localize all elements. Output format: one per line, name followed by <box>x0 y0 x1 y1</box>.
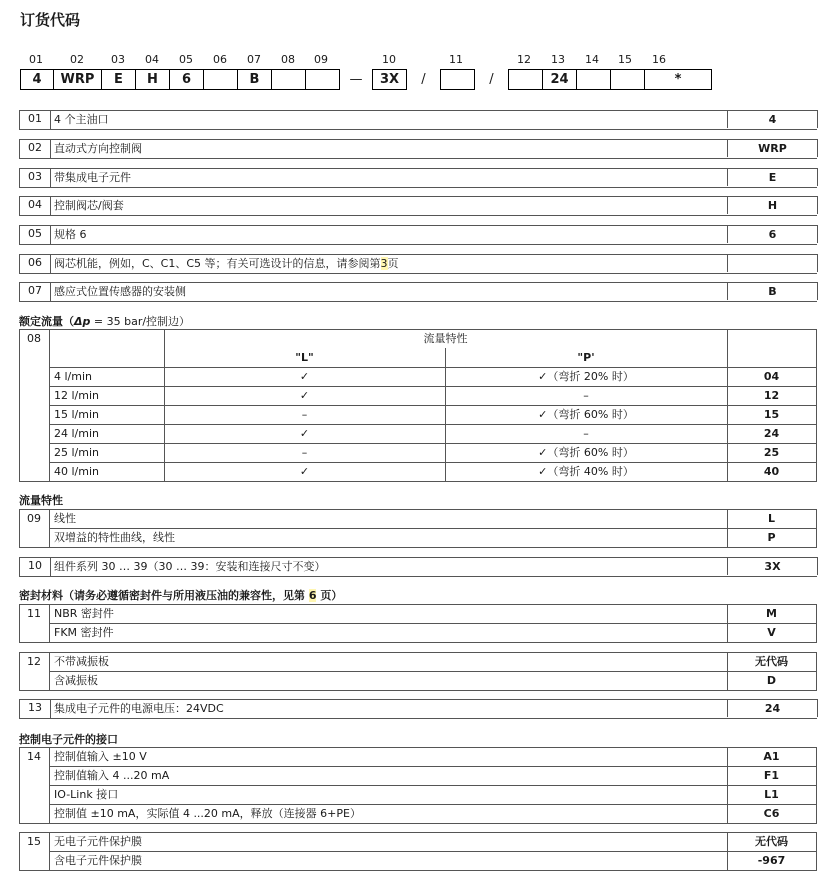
row-desc: 含电子元件保护膜 <box>54 854 142 867</box>
pos-num: 05 <box>179 53 193 66</box>
flow-P: ✓（弯折 60% 时） <box>538 408 634 421</box>
row-code: V <box>767 625 776 639</box>
desc-text: 页 <box>387 257 399 270</box>
row-num: 04 <box>19 196 51 215</box>
flow-L: – <box>301 407 308 421</box>
row-desc: NBR 密封件 <box>54 607 114 620</box>
row-desc: 规格 6 <box>54 228 87 241</box>
flow-value: 40 l/min <box>54 464 99 478</box>
row-desc: FKM 密封件 <box>54 626 114 639</box>
row-code: H <box>727 196 818 214</box>
code-cell: 6 <box>170 69 204 90</box>
order-code-box <box>20 69 712 90</box>
row-desc: 线性 <box>54 512 76 525</box>
row-code: 12 <box>763 388 780 402</box>
row-code: P <box>767 530 776 544</box>
page-ref-link[interactable]: 3 <box>380 256 388 270</box>
damp-table <box>19 652 817 690</box>
flow-P: – <box>583 426 589 440</box>
row-num: 15 <box>27 834 41 848</box>
row-code: B <box>727 282 818 300</box>
row-num: 06 <box>19 254 51 273</box>
section-heading-flow: 额定流量（Δp = 35 bar/控制边） <box>19 315 191 328</box>
code-cell: E <box>102 69 136 90</box>
row-code: E <box>727 168 818 186</box>
row-desc: 含减振板 <box>54 674 98 687</box>
page-title: 订货代码 <box>20 11 81 29</box>
code-cell <box>611 69 645 90</box>
row-num: 08 <box>27 331 41 345</box>
row-num: 03 <box>19 168 51 187</box>
pos-num: 08 <box>281 53 295 66</box>
row-04 <box>19 196 817 215</box>
section-heading-seal: 密封材料（请务必遵循密封件与所用液压油的兼容性，见第 6 页） <box>19 589 343 602</box>
pos-num: 04 <box>145 53 159 66</box>
iface-table <box>19 747 817 823</box>
row-num: 13 <box>19 699 51 718</box>
row-num: 14 <box>27 749 41 763</box>
row-desc: 控制阀芯/阀套 <box>54 199 124 212</box>
pos-num: 09 <box>314 53 328 66</box>
row-code: 25 <box>763 445 780 459</box>
code-slash: / <box>421 72 426 87</box>
row-code: 6 <box>727 225 818 243</box>
code-slash: / <box>489 72 494 87</box>
row-num: 09 <box>27 511 41 525</box>
code-cell: * <box>645 69 712 90</box>
row-num: 10 <box>19 557 51 576</box>
code-cell <box>306 69 340 90</box>
row-10 <box>19 557 817 576</box>
row-07 <box>19 282 817 301</box>
row-desc: 控制值输入 ±10 V <box>54 750 147 763</box>
pos-num: 16 <box>652 53 666 66</box>
row-desc: IO-Link 接口 <box>54 788 119 801</box>
pos-num: 11 <box>449 53 463 66</box>
row-desc: 控制值输入 4 ...20 mA <box>54 769 170 782</box>
row-code: F1 <box>763 768 780 782</box>
row-num: 01 <box>19 110 51 129</box>
row-code: L1 <box>764 787 779 801</box>
pos-num: 12 <box>517 53 531 66</box>
pos-num: 10 <box>382 53 396 66</box>
row-desc: 带集成电子元件 <box>54 171 131 184</box>
row-13 <box>19 699 817 718</box>
row-code: D <box>766 673 777 687</box>
code-position-numbers <box>0 53 824 67</box>
pos-num: 14 <box>585 53 599 66</box>
flow-L: ✓ <box>299 369 310 383</box>
flow-char-header: 流量特性 <box>423 332 468 345</box>
flow-P: – <box>583 388 589 402</box>
row-code: 15 <box>763 407 780 421</box>
code-cell: 24 <box>543 69 577 90</box>
code-cell <box>440 69 475 90</box>
row-02 <box>19 139 817 158</box>
row-num: 12 <box>27 654 41 668</box>
flow-value: 12 l/min <box>54 388 99 402</box>
code-dash: — <box>349 72 363 87</box>
row-code: 24 <box>763 426 780 440</box>
code-cell <box>204 69 238 90</box>
flow-L: ✓ <box>299 426 310 440</box>
row-code: C6 <box>763 806 780 820</box>
row-desc: 组件系列 30 … 39（30 … 39：安装和连接尺寸不变） <box>54 560 326 573</box>
desc-text: 阀芯机能，例如，C、C1、C5 等；有关可选设计的信息，请参阅第 <box>54 257 381 270</box>
flow-P: ✓（弯折 20% 时） <box>538 370 634 383</box>
row-code: 40 <box>763 464 780 478</box>
row-01 <box>19 110 817 129</box>
row-code: 3X <box>727 557 818 575</box>
code-cell: 4 <box>20 69 54 90</box>
row-desc: 感应式位置传感器的安装侧 <box>54 285 186 298</box>
row-code: WRP <box>727 139 818 157</box>
seal-table <box>19 604 817 642</box>
flow-P: ✓（弯折 40% 时） <box>538 465 634 478</box>
section-heading-char: 流量特性 <box>19 494 63 507</box>
film-table <box>19 832 817 870</box>
row-code: 04 <box>763 369 780 383</box>
flow-value: 15 l/min <box>54 407 99 421</box>
section-heading-iface: 控制电子元件的接口 <box>19 733 118 746</box>
pos-num: 01 <box>29 53 43 66</box>
row-code: A1 <box>763 749 780 763</box>
row-code: 无代码 <box>755 835 788 848</box>
page-ref-link[interactable]: 6 <box>308 589 317 602</box>
col-header-P: "P' <box>577 350 595 364</box>
code-cell: B <box>238 69 272 90</box>
row-code <box>727 254 818 272</box>
flow-L: – <box>301 445 308 459</box>
code-cell <box>508 69 543 90</box>
pos-num: 02 <box>70 53 84 66</box>
row-03 <box>19 168 817 187</box>
row-code: L <box>767 511 775 525</box>
code-cell <box>577 69 611 90</box>
flow-L: ✓ <box>299 388 310 402</box>
pos-num: 03 <box>111 53 125 66</box>
row-desc: 不带减振板 <box>54 655 109 668</box>
row-desc: 4 个主油口 <box>54 113 109 126</box>
row-desc: 无电子元件保护膜 <box>54 835 142 848</box>
row-05 <box>19 225 817 244</box>
row-num: 05 <box>19 225 51 244</box>
pos-num: 13 <box>551 53 565 66</box>
flow-value: 4 l/min <box>54 369 93 383</box>
char-table <box>19 509 817 547</box>
row-desc: 双增益的特性曲线，线性 <box>54 531 175 544</box>
row-desc: 集成电子元件的电源电压：24VDC <box>54 702 224 715</box>
pos-num: 07 <box>247 53 261 66</box>
row-code: -967 <box>757 853 786 867</box>
col-header-L: "L" <box>295 350 314 364</box>
row-desc: 控制值 ±10 mA，实际值 4 ...20 mA，释放（连接器 6+PE） <box>54 807 361 820</box>
code-cell <box>272 69 306 90</box>
row-num: 07 <box>19 282 51 301</box>
flow-P: ✓（弯折 60% 时） <box>538 446 634 459</box>
row-code: 无代码 <box>755 655 788 668</box>
flow-table <box>19 329 817 481</box>
code-cell: H <box>136 69 170 90</box>
code-cell: 3X <box>372 69 407 90</box>
row-num: 11 <box>27 606 41 620</box>
row-desc <box>54 254 399 272</box>
row-num: 02 <box>19 139 51 158</box>
row-code: M <box>766 606 777 620</box>
flow-value: 24 l/min <box>54 426 99 440</box>
flow-value: 25 l/min <box>54 445 99 459</box>
row-code: 24 <box>727 699 818 717</box>
row-code: 4 <box>727 110 818 128</box>
code-cell: WRP <box>54 69 102 90</box>
flow-L: ✓ <box>299 464 310 478</box>
pos-num: 06 <box>213 53 227 66</box>
row-06 <box>19 254 817 273</box>
row-desc: 直动式方向控制阀 <box>54 142 142 155</box>
pos-num: 15 <box>618 53 632 66</box>
